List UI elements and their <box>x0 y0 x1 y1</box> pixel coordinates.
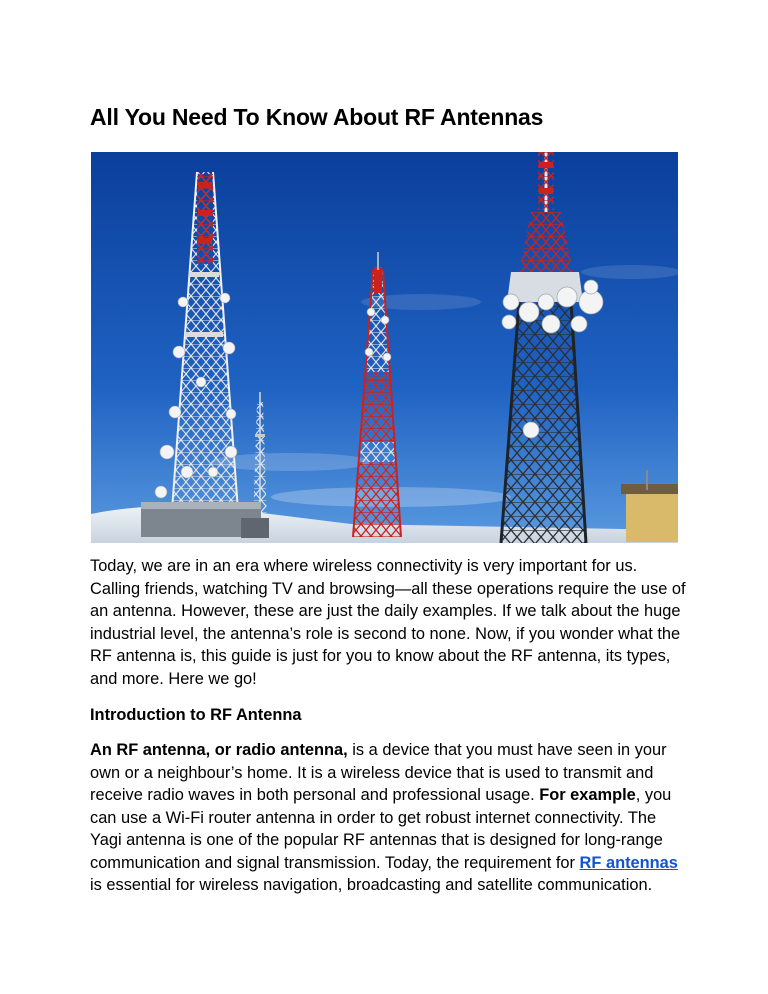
lead-bold-text: An RF antenna, or radio antenna, <box>90 741 348 759</box>
rf-antennas-link[interactable]: RF antennas <box>579 853 678 872</box>
section-heading: Introduction to RF Antenna <box>90 706 302 724</box>
telecom-towers-photo <box>91 152 678 543</box>
paragraph-text: is a device that you must have seen in your own or a neighbour’s home. It is a wireless device that is used to transmit and receive radio waves in both personal and professional usage. <box>90 741 667 804</box>
paragraph-text: , you can use a Wi-Fi router antenna in order to get robust internet connectivity. The Yagi antenna is one of the popular RF antennas that is designed for long-range communication and signal transmission. Today, the requirement for <box>90 786 672 872</box>
intro-paragraph: Today, we are in an era where wireless connectivity is very important for us. Calling friends, watching TV and browsing—all these operations require the use of an antenna. However, these are just the daily examples. If we talk about the huge industrial level, the antenna’s role is second to none. Now, if you wonder what the RF antenna is, this guide is just for you to know about the RF antenna, its types, and more. Here we go! <box>90 557 686 688</box>
paragraph-text: is essential for wireless navigation, broadcasting and satellite communication. <box>90 876 653 894</box>
page-title: All You Need To Know About RF Antennas <box>90 104 544 130</box>
bold-example-text: For example <box>539 786 636 804</box>
section-paragraph <box>90 739 690 897</box>
